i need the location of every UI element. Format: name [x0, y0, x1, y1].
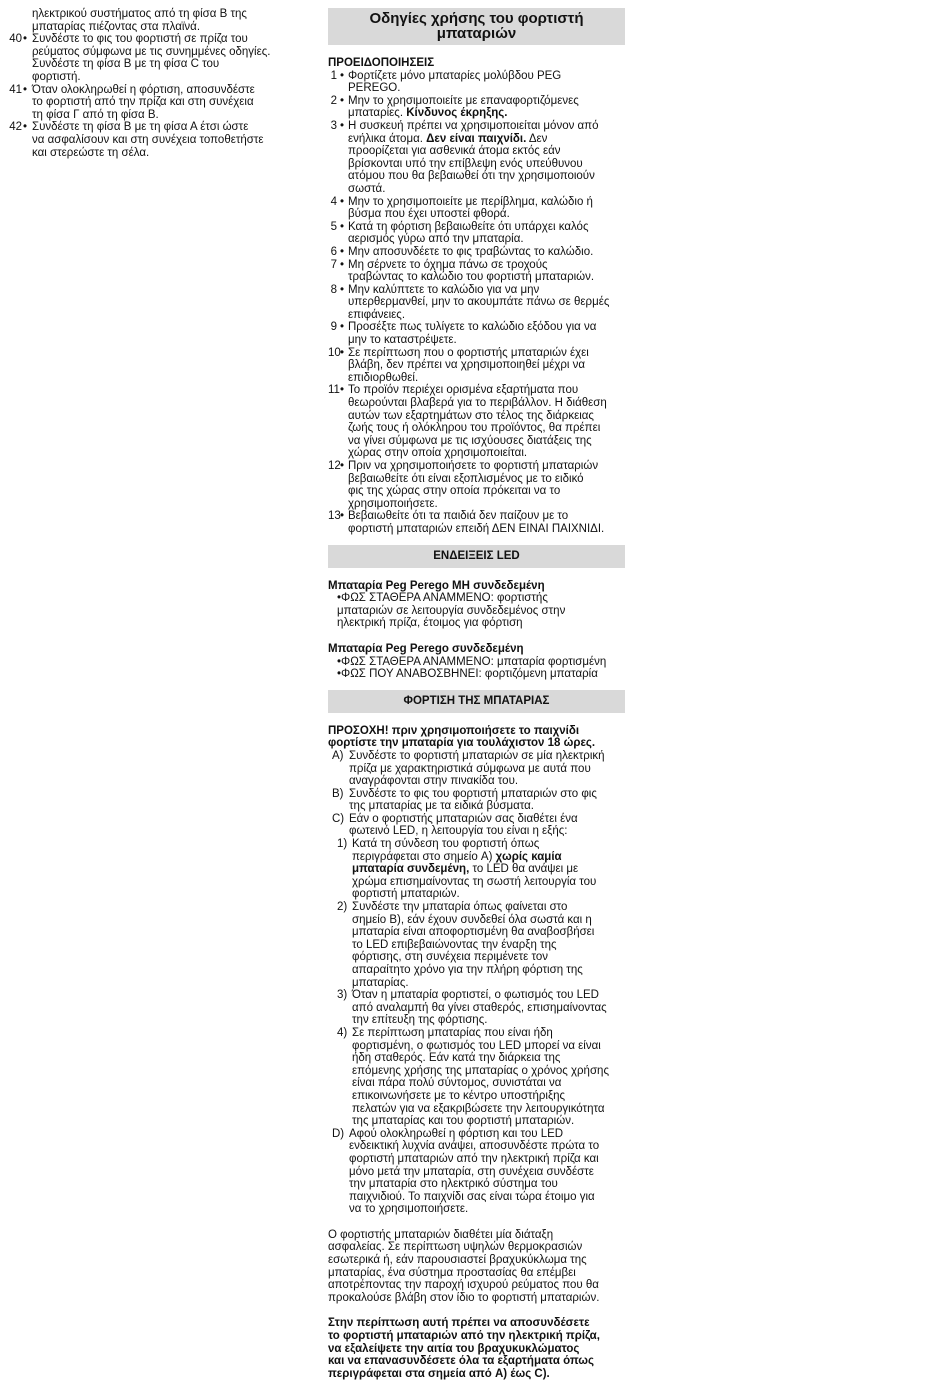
step-line: χρώμα επισημαίνοντας τη σωστή λειτουργία του: [352, 875, 597, 888]
bullet: •: [340, 258, 345, 271]
item-line: Μην το χρησιμοποιείτε με περίβλημα, καλώδιο ή: [348, 195, 593, 208]
list-item: [8, 109, 300, 122]
item-number: 9: [330, 321, 337, 334]
item-number: 42: [9, 121, 22, 134]
item-text: να ασφαλίσουν και στη συνέχεια τοποθετήστε: [32, 133, 264, 146]
item-line: αυτών των εξαρτημάτων στο τέλος της διάρκειας: [348, 409, 594, 422]
step-line: φόρτισης, στη συνέχεια περιμένετε τον: [352, 951, 548, 964]
warnings-list: [328, 70, 625, 536]
charging-step-a: [328, 750, 625, 788]
paragraph-line: ασφαλείας. Σε περίπτωση υψηλών θερμοκρασιών: [328, 1241, 583, 1254]
item-text: Δεν: [526, 132, 548, 145]
item-line: Η συσκευή πρέπει να χρησιμοποιείται μόνον από: [348, 119, 599, 132]
warning-item: [328, 510, 625, 535]
item-line: υπερθερμανθεί, μην το ακουμπάτε πάνω σε θερμές: [348, 296, 610, 309]
item-number: 5: [330, 220, 337, 233]
item-line: Φορτίζετε μόνο μπαταρίες μολύβδου PEG: [348, 69, 562, 82]
bullet: •: [340, 510, 345, 523]
step-line: ενδεικτική λυχνία ανάψει, αποσυνδέστε πρώτα το: [349, 1140, 600, 1153]
charging-substep-4: [328, 1027, 625, 1128]
warning-item: [328, 259, 625, 284]
step-line: σημείο Β), εάν έχουν συνδεθεί όλα σωστά και η: [352, 913, 592, 926]
step-label: D): [332, 1127, 345, 1140]
step-line: την επίτευξη της φόρτισης.: [352, 1014, 488, 1027]
warning-item: [328, 321, 625, 346]
item-number: 40: [9, 33, 22, 46]
item-line: να γίνει σύμφωνα με τις ισχύουσες διατάξεις της: [348, 434, 592, 447]
item-number: 1: [330, 69, 337, 82]
item-line: [348, 133, 625, 146]
item-number: 2: [330, 94, 337, 107]
step-line: Συνδέστε το φις του φορτιστή μπαταριών στο φις: [349, 787, 597, 800]
item-number: 41: [9, 83, 22, 96]
item-line: επιδιορθωθεί.: [348, 371, 419, 384]
bullet: •: [340, 220, 345, 233]
item-text: Όταν ολοκληρωθεί η φόρτιση, αποσυνδέστε: [32, 83, 255, 96]
charging-step-b: [328, 788, 625, 813]
item-line: Βεβαιωθείτε ότι τα παιδιά δεν παίζουν με το: [348, 510, 569, 523]
list-item: [8, 58, 300, 71]
charging-warning-line-2: φορτίστε την μπαταρία για τουλάχιστον 18 ώρες.: [328, 737, 596, 750]
item-line: τραβώντας το καλώδιο του φορτιστή μπαταριών.: [348, 271, 595, 284]
item-line: βρίσκονται υπό την επίβλεψη ενός υπεύθυνου: [348, 157, 583, 170]
item-line: PEREGO.: [348, 82, 401, 95]
item-number: 12: [328, 460, 341, 472]
bullet: •: [23, 121, 28, 134]
bullet: •: [340, 346, 345, 359]
charging-step-d: [328, 1128, 625, 1216]
item-number: 6: [330, 245, 337, 258]
list-item: [8, 71, 300, 84]
step-line: φορτιστή μπαταριών από την ηλεκτρική πρίζα και: [349, 1152, 599, 1165]
bullet: •: [340, 195, 345, 208]
item-text: ηλεκτρικού συστήματος από τη φίσα Β της: [32, 8, 247, 20]
item-line: φορτιστή μπαταριών επειδή ΔΕΝ ΕΙΝΑΙ ΠΑΙΧΝΙΔΙ.: [348, 522, 605, 535]
charging-substep-1: [328, 838, 625, 901]
item-number: 4: [330, 195, 337, 208]
step-label: 1): [337, 838, 348, 851]
step-line: [352, 851, 625, 864]
led-line: ηλεκτρική πρίζα, έτοιμος για φόρτιση: [337, 617, 523, 630]
list-item: [8, 46, 300, 59]
led-sub1-list: [328, 592, 625, 630]
charging-warning-line-1: ΠΡΟΣΟΧΗ! πριν χρησιμοποιήσετε το παιχνίδι: [328, 724, 580, 737]
paragraph-line: αποτρέποντας την παροχή ισχυρού ρεύματος που θα: [328, 1279, 599, 1292]
warning-item: [328, 196, 625, 221]
item-line: Μην αποσυνδέετε το φις τραβώντας το καλώδιο.: [348, 245, 594, 258]
paragraph-line: Στην περίπτωση αυτή πρέπει να αποσυνδέσετε: [328, 1317, 590, 1330]
list-item: [8, 147, 300, 160]
warning-item: [328, 384, 625, 460]
step-emphasis: μπαταρία συνδεμένη,: [352, 863, 470, 876]
bullet: •: [340, 460, 345, 472]
step-line: φωτεινό LED, η λειτουργία του είναι η εξής:: [349, 825, 568, 838]
item-text: ενήλικα άτομα.: [348, 132, 427, 145]
paragraph-line: Ο φορτιστής μπαταριών διαθέτει μία διάταξη: [328, 1228, 554, 1241]
warning-item: [328, 347, 625, 385]
item-text: μπαταρίες.: [348, 107, 407, 120]
item-text: ρεύματος σύμφωνα με τις συνημμένες οδηγίες.: [32, 45, 271, 58]
item-number: 8: [330, 283, 337, 296]
warning-item: [328, 221, 625, 246]
step-line: παιχνιδιού. Το παιχνίδι σας είναι τώρα έτοιμο για: [349, 1190, 595, 1203]
step-line: ήδη σταθερός. Εάν κατά την διάρκεια της: [352, 1052, 561, 1065]
item-number: 11: [328, 384, 340, 397]
paragraph-line: προκαλούσε βλάβη στον ίδιο το φορτιστή μπαταριών.: [328, 1291, 600, 1304]
right-column: [328, 8, 625, 1380]
warning-item: [328, 460, 625, 510]
bullet: •: [340, 321, 345, 334]
led-section-header: ΕΝΔΕΙΞΕΙΣ LED: [328, 545, 625, 568]
step-line: επικοινωνήσετε με το κέντρο υποστήριξης: [352, 1089, 566, 1102]
item-text: και στερεώστε τη σέλα.: [32, 146, 150, 159]
item-line: φις της χώρας στην οποία πρόκειται να το: [348, 485, 561, 498]
item-line: Σε περίπτωση που ο φορτιστής μπαταριών έχει: [348, 346, 589, 359]
safety-bold-paragraph: [328, 1317, 625, 1380]
list-item: [8, 8, 300, 21]
step-label: 4): [337, 1026, 348, 1039]
warning-item: [328, 284, 625, 322]
step-line: Αφού ολοκληρωθεί η φόρτιση και του LED: [349, 1127, 564, 1140]
step-line: μόνο μετά την μπαταρία, στη συνέχεια συνδέστε: [349, 1165, 594, 1178]
bullet: •: [23, 83, 28, 96]
bullet: •: [340, 119, 345, 132]
step-line: επόμενης χρήσης της μπαταρίας ο χρόνος χρήσης: [352, 1064, 609, 1077]
step-line: μπαταρία είναι αποφορτισμένη θα αναβοσβήσει: [352, 926, 595, 939]
item-line: χρησιμοποιήσετε.: [348, 497, 438, 510]
item-text: τη φίσα Γ από τη φίσα Β.: [32, 108, 159, 121]
step-line: φορτισμένη, ο φωτισμός του LED μπορεί να είναι: [352, 1039, 601, 1052]
item-number: 7: [330, 258, 337, 271]
item-line: Μην καλύπτετε το καλώδιο για να μην: [348, 283, 540, 296]
charging-steps: [328, 750, 625, 1216]
item-line: Προσέξτε πως τυλίγετε το καλώδιο εξόδου για να: [348, 321, 597, 334]
paragraph-line: εσωτερικά ή, εάν παρουσιαστεί βραχυκύκλωμα της: [328, 1254, 587, 1267]
led-line: •ΦΩΣ ΣΤΑΘΕΡΑ ΑΝΑΜΜΕΝΟ: μπαταρία φορτισμένη: [337, 655, 607, 668]
item-number: 3: [330, 119, 337, 132]
charging-substep-2: [328, 901, 625, 989]
item-number: 13: [328, 510, 341, 523]
item-text: φορτιστή.: [32, 70, 81, 83]
step-line: Εάν ο φορτιστής μπαταριών σας διαθέτει ένα: [349, 812, 578, 825]
step-label: A): [332, 749, 344, 762]
item-emphasis: Δεν είναι παιχνίδι.: [426, 132, 527, 145]
step-line: απαραίτητο χρόνο για την πλήρη φόρτιση της: [352, 964, 583, 976]
step-line: να το χρησιμοποιήσετε.: [349, 1203, 469, 1216]
step-line: Συνδέστε την μπαταρία όπως φαίνεται στο: [352, 901, 568, 914]
item-line: αερισμός γύρω από την μπαταρία.: [348, 233, 524, 246]
item-line: βεβαιωθείτε ότι είναι εξοπλισμένος με το ειδικό: [348, 472, 584, 485]
item-line: Πριν να χρησιμοποιήσετε το φορτιστή μπαταριών: [348, 460, 599, 472]
list-item: [8, 84, 300, 97]
step-label: C): [332, 812, 345, 825]
paragraph-line: και να επανασυνδέσετε όλα τα εξαρτήματα όπως: [328, 1355, 595, 1368]
list-item: [8, 21, 300, 34]
item-line: χώρας στην οποία χρησιμοποιείται.: [348, 447, 528, 460]
item-line: Μη σέρνετε το όχημα πάνω σε τροχούς: [348, 258, 548, 271]
item-text: το φορτιστή από την πρίζα και στη συνέχεια: [32, 96, 254, 109]
led-line: μπαταριών σε λειτουργία συνδεδεμένος στην: [337, 604, 566, 617]
warnings-heading: ΠΡΟΕΙΔΟΠΟΙΗΣΕΙΣ: [328, 57, 435, 69]
item-line: επιφάνειες.: [348, 308, 406, 321]
title-line-1: Οδηγίες χρήσης του φορτιστή: [369, 10, 584, 27]
charging-step-c: [328, 813, 625, 838]
item-line: βύσμα που έχει υποστεί φθορά.: [348, 208, 510, 221]
bullet: •: [23, 33, 28, 46]
item-text: Συνδέστε το φις του φορτιστή σε πρίζα του: [32, 33, 248, 46]
title-line-2: μπαταριών: [436, 25, 517, 42]
step-label: B): [332, 787, 344, 800]
led-sub-heading-1: Μπαταρία Peg Perego ΜΗ συνδεδεμένη: [328, 579, 545, 592]
bullet: •: [340, 245, 345, 258]
item-line: ζωής τους ή ολόκληρου του προϊόντος, θα πρέπει: [348, 422, 601, 435]
bullet: •: [340, 384, 345, 397]
step-label: 2): [337, 901, 348, 914]
step-line: είναι πάρα πολύ σύντομος, συνιστάται να: [352, 1077, 562, 1090]
step-line: Κατά τη σύνδεση του φορτιστή όπως: [352, 838, 540, 851]
step-line: από αναλαμπή θα γίνει σταθερός, επισημαίνοντας: [352, 1001, 607, 1014]
item-line: Κατά τη φόρτιση βεβαιωθείτε ότι υπάρχει καλός: [348, 220, 589, 233]
led-sub-heading-2: Μπαταρία Peg Perego συνδεδεμένη: [328, 642, 524, 655]
item-emphasis: Κίνδυνος έκρηξης.: [406, 107, 508, 120]
left-column: [8, 8, 300, 159]
list-item: [8, 96, 300, 109]
item-line: [348, 107, 625, 120]
item-line: βλάβη, δεν πρέπει να χρησιμοποιηθεί μέχρι να: [348, 359, 586, 372]
led-sub2-list: [328, 656, 625, 681]
item-text: μπαταρίας πιέζοντας στα πλαϊνά.: [32, 20, 201, 33]
warning-item: [328, 120, 625, 196]
item-line: προορίζεται για ασθενικά άτομα εκτός εάν: [348, 145, 561, 158]
item-line: Το προϊόν περιέχει ορισμένα εξαρτήματα που: [348, 384, 579, 397]
step-line: φορτιστή μπαταριών.: [352, 888, 460, 901]
item-text: Συνδέστε τη φίσα Β με τη φίσα Α έτσι ώστε: [32, 121, 249, 134]
charging-substep-3: [328, 989, 625, 1027]
step-line: αναγράφονται στην πινακίδα του.: [349, 775, 519, 788]
warning-item: [328, 246, 625, 259]
paragraph-line: το φορτιστή μπαταριών από την ηλεκτρική πρίζα,: [328, 1330, 600, 1343]
item-line: θεωρούνται βλαβερά για το περιβάλλον. Η διάθεση: [348, 397, 607, 410]
step-emphasis: χωρίς καμία: [495, 850, 562, 863]
document-title: [328, 8, 625, 45]
step-line: Συνδέστε το φορτιστή μπαταριών σε μία ηλεκτρική: [349, 749, 605, 762]
list-item: [8, 33, 300, 46]
led-line: •ΦΩΣ ΣΤΑΘΕΡΑ ΑΝΑΜΜΕΝΟ: φορτιστής: [337, 592, 548, 605]
step-line: την μπαταρία στο ηλεκτρικό σύστημα του: [349, 1178, 558, 1191]
paragraph-line: μπαταρίας, ένα σύστημα προστασίας θα επέμβει: [328, 1266, 576, 1279]
warning-item: [328, 95, 625, 120]
item-text: Συνδέστε τη φίσα Β με τη φίσα C του: [32, 58, 220, 71]
item-number: 10: [328, 346, 341, 359]
bullet: •: [340, 69, 345, 82]
warning-item: [328, 70, 625, 95]
step-line: μπαταρίας.: [352, 976, 409, 989]
step-text: το LED θα ανάψει με: [469, 863, 579, 876]
item-line: σωστά.: [348, 182, 386, 195]
step-line: [352, 863, 625, 876]
step-line: Όταν η μπαταρία φορτιστεί, ο φωτισμός του LED: [352, 989, 599, 1002]
step-line: πρίζα με χαρακτηριστικά σύμφωνα με αυτά που: [349, 762, 591, 775]
step-line: πελατών για να εξακριβώσετε την λειτουργικότητα: [352, 1102, 605, 1115]
step-text: περιγράφεται στο σημείο A): [352, 850, 496, 863]
step-line: της μπαταρίας με τα ειδικά βύσματα.: [349, 800, 534, 813]
charging-section-header: ΦΟΡΤΙΣΗ ΤΗΣ ΜΠΑΤΑΡΙΑΣ: [328, 690, 625, 713]
list-item: [8, 121, 300, 134]
item-line: ατόμου που θα βεβαιωθεί ότι την χρησιμοποιούν: [348, 170, 595, 183]
led-line: •ΦΩΣ ΠΟΥ ΑΝΑΒΟΣΒΗΝΕΙ: φορτιζόμενη μπαταρία: [337, 668, 598, 681]
step-line: της μπαταρίας και του φορτιστή μπαταριών.: [352, 1115, 575, 1128]
item-line: Μην το χρησιμοποιείτε με επαναφορτιζόμενες: [348, 94, 579, 107]
bullet: •: [340, 94, 345, 107]
bullet: •: [340, 283, 345, 296]
paragraph-line: περιγράφεται στα σημεία από A) έως C).: [328, 1367, 550, 1380]
step-line: το LED επιβεβαιώνοντας την έναρξη της: [352, 938, 557, 951]
step-label: 3): [337, 989, 348, 1002]
step-line: Σε περίπτωση μπαταρίας που είναι ήδη: [352, 1026, 553, 1039]
safety-paragraph: [328, 1229, 625, 1305]
item-line: μην το καταστρέψετε.: [348, 334, 457, 347]
paragraph-line: να εξαλείψετε την αιτία του βραχυκυκλώματος: [328, 1342, 580, 1355]
list-item: [8, 134, 300, 147]
